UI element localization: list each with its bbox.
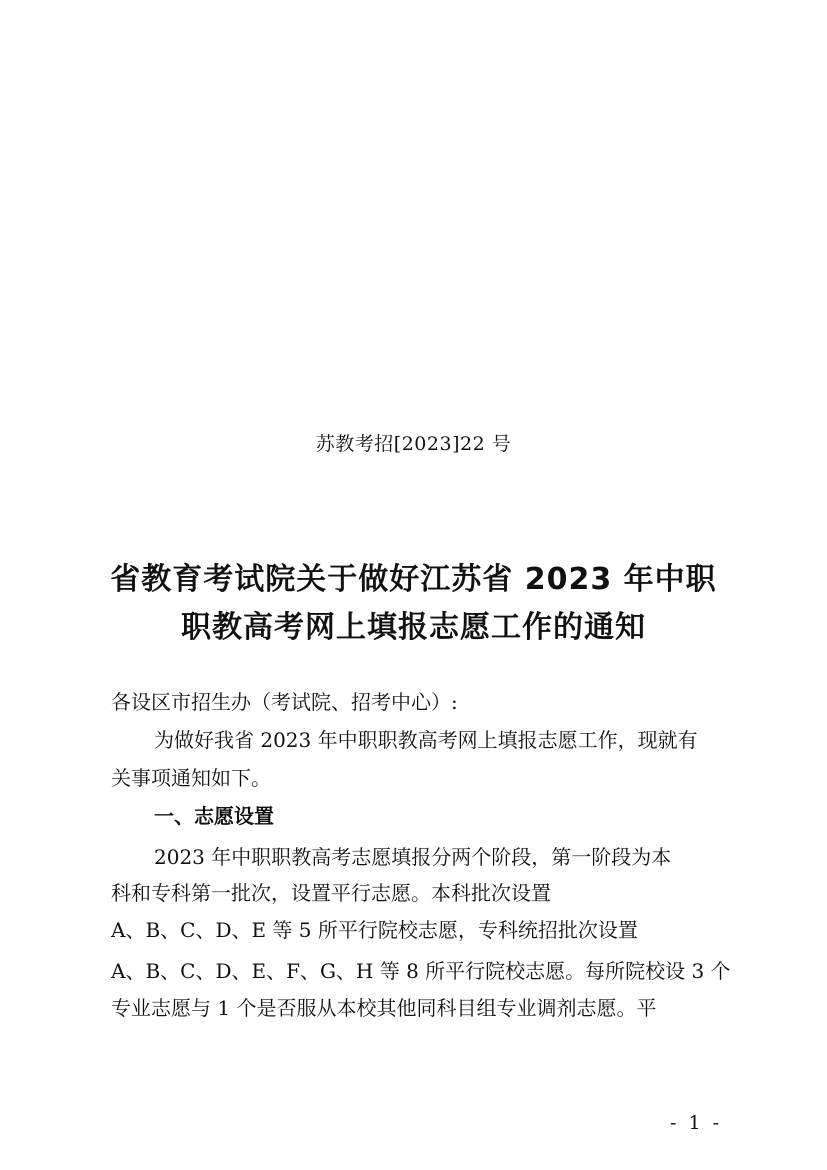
paragraph-1-line-2: 关事项通知如下。: [111, 766, 271, 790]
paragraph-2-line-2: 科和专科第一批次，设置平行志愿。本科批次设置: [111, 881, 551, 905]
salutation: 各设区市招生办（考试院、招考中心）:: [111, 690, 458, 714]
document-title-line-1: 省教育考试院关于做好江苏省 2023 年中职: [110, 562, 717, 597]
document-title-line-2: 职教高考网上填报志愿工作的通知: [181, 610, 646, 645]
paragraph-2-line-4: A、B、C、D、E、F、G、H 等 8 所平行院校志愿。每所院校设 3 个: [111, 959, 731, 983]
paragraph-2-line-3: A、B、C、D、E 等 5 所平行院校志愿，专科统招批次设置: [111, 918, 638, 942]
page-number: - 1 -: [670, 1112, 723, 1134]
paragraph-1-line-1: 为做好我省 2023 年中职职教高考网上填报志愿工作，现就有: [154, 728, 698, 752]
document-number: 苏教考招[2023]22 号: [315, 433, 512, 455]
paragraph-2-line-1: 2023 年中职职教高考志愿填报分两个阶段，第一阶段为本: [154, 845, 672, 869]
paragraph-2-line-5: 专业志愿与 1 个是否服从本校其他同科目组专业调剂志愿。平: [111, 996, 657, 1020]
section-heading-1: 一、志愿设置: [154, 804, 274, 828]
